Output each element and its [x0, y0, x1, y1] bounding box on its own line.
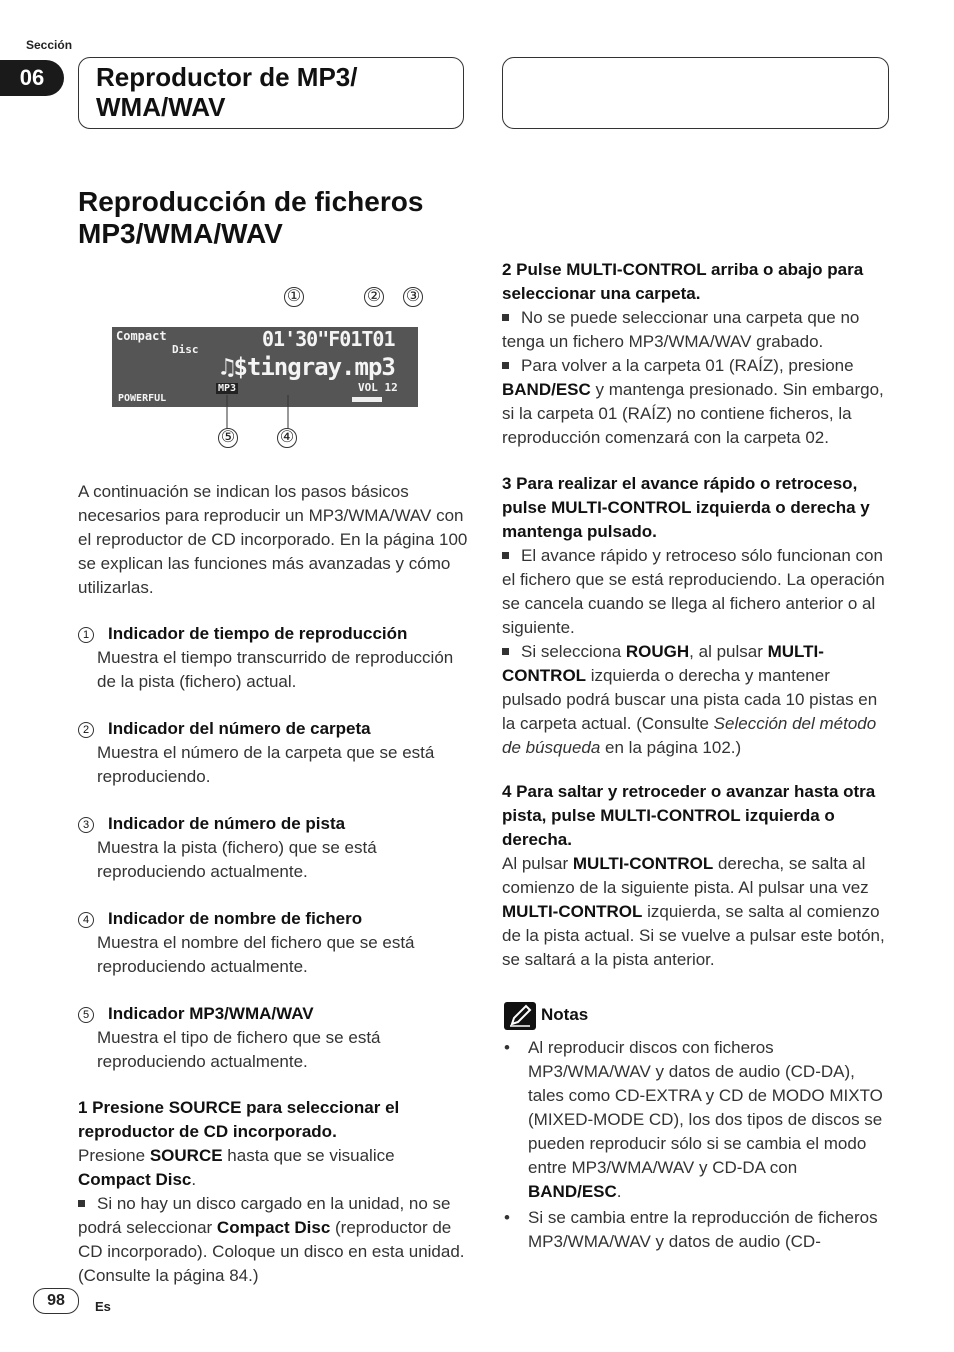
step-2-heading: 2 Pulse MULTI-CONTROL arriba o abajo para seleccionar una carpeta.	[502, 260, 864, 303]
section-heading-line2: MP3/WMA/WAV	[78, 218, 283, 249]
indicator-item	[78, 1002, 468, 1074]
bullet-icon	[502, 362, 509, 369]
note-item: • Si se cambia entre la reproducción de ficheros MP3/WMA/WAV y datos de audio (CD-	[504, 1208, 878, 1251]
indicator-item	[78, 907, 468, 979]
section-number: 06	[0, 60, 64, 96]
section-heading-line1: Reproducción de ficheros	[78, 186, 424, 217]
indicator-description: Muestra el nombre del fichero que se está reproduciendo actualmente.	[97, 933, 415, 976]
indicator-number: 5	[78, 1007, 94, 1023]
notes-label: Notas	[541, 1005, 589, 1024]
chapter-title	[96, 62, 357, 122]
indicator-title: Indicador MP3/WMA/WAV	[108, 1004, 314, 1023]
callout-1: ①	[284, 287, 304, 307]
step-2-bullet: No se puede seleccionar una carpeta que no tenga un fichero MP3/WMA/WAV grabado.	[502, 308, 860, 351]
bullet-icon	[502, 552, 509, 559]
step-2-bullet: Para volver a la carpeta 01 (RAÍZ), presione BAND/ESC y mantenga presionado. Sin embargo, si la carpeta 01 (RAÍZ) no contiene ficheros, la reproducción comenzará con la carpeta 02.	[502, 356, 884, 447]
indicator-title: Indicador de tiempo de reproducción	[108, 624, 408, 643]
chapter-title-line2: WMA/WAV	[96, 92, 226, 122]
pencil-icon	[504, 1002, 536, 1030]
step-1-heading: 1 Presione SOURCE para seleccionar el reproductor de CD incorporado.	[78, 1098, 400, 1141]
step-1-note: Si no hay un disco cargado en la unidad, no se podrá seleccionar Compact Disc (reproductor de CD incorporado). Coloque un disco en esta unidad. (Consulte la página 84.)	[78, 1194, 465, 1285]
indicator-item	[78, 622, 468, 694]
indicator-list	[78, 622, 468, 1097]
step-4-text: Al pulsar MULTI-CONTROL derecha, se salta al comienzo de la siguiente pista. Al pulsar una vez MULTI-CONTROL izquierda, se salta al comienzo de la pista actual. Si se vuelve a pulsar este botón, se saltará a la pista anterior.	[502, 854, 885, 969]
step-3-bullet: Si selecciona ROUGH, al pulsar MULTI-CONTROL izquierda o derecha y mantener pulsado podrá buscar una pista cada 10 pistas en la carpeta actual. (Consulte Selección del método de búsqueda en la página 102.)	[502, 642, 878, 757]
display-volume: VOL 12	[358, 381, 398, 394]
step-1	[78, 1096, 468, 1288]
callout-3: ③	[403, 287, 423, 307]
indicator-number: 1	[78, 627, 94, 643]
step-1-text: Presione SOURCE hasta que se visualice Compact Disc.	[78, 1146, 395, 1189]
indicator-title: Indicador del número de carpeta	[108, 719, 371, 738]
indicator-number: 3	[78, 817, 94, 833]
intro-paragraph: A continuación se indican los pasos básicos necesarios para reproducir un MP3/WMA/WAV con el reproductor de CD incorporado. En la página 100 se explican las funciones más avanzadas y cómo utilizarlas.	[78, 482, 468, 597]
callout-2: ②	[364, 287, 384, 307]
display-time: 01'30"F01T01	[262, 327, 395, 351]
header-empty-box	[502, 57, 889, 129]
volume-bar	[352, 397, 382, 402]
indicator-title: Indicador de nombre de fichero	[108, 909, 363, 928]
step-2	[502, 258, 892, 450]
display-powerful: POWERFUL	[118, 393, 167, 404]
display-filename: ♫$tingray.mp3	[220, 353, 395, 381]
display-disc: Disc	[172, 343, 199, 356]
step-3	[502, 472, 892, 760]
bullet-icon	[502, 648, 509, 655]
bullet-icon	[502, 314, 509, 321]
indicator-description: Muestra el tiempo transcurrido de reproducción de la pista (fichero) actual.	[97, 648, 454, 691]
bullet-icon	[78, 1200, 85, 1207]
step-4	[502, 780, 892, 972]
step-3-heading: 3 Para realizar el avance rápido o retroceso, pulse MULTI-CONTROL izquierda o derecha y mantenga pulsado.	[502, 474, 870, 541]
chapter-title-line1: Reproductor de MP3/	[96, 62, 358, 92]
indicator-number: 4	[78, 912, 94, 928]
note-item: • Al reproducir discos con ficheros MP3/WMA/WAV y datos de audio (CD-DA), tales como CD-EXTRA y CD de MODO MIXTO (MIXED-MODE CD), los dos tipos de discos se pueden reproducir sólo si se cambia el modo entre MP3/WMA/WAV y CD-DA con BAND/ESC.	[504, 1038, 883, 1201]
indicator-item	[78, 717, 468, 789]
notes-list	[502, 1036, 892, 1254]
section-heading	[78, 186, 423, 250]
indicator-title: Indicador de número de pista	[108, 814, 346, 833]
language-code: Es	[95, 1299, 111, 1314]
indicator-description: Muestra la pista (fichero) que se está reproduciendo actualmente.	[97, 838, 377, 881]
step-3-bullet: El avance rápido y retroceso sólo funcionan con el fichero que se está reproduciendo. La operación se cancela cuando se llega al fichero anterior o al siguiente.	[502, 546, 885, 637]
callout-5: ⑤	[218, 428, 238, 448]
step-4-heading: 4 Para saltar y retroceder o avanzar hasta otra pista, pulse MULTI-CONTROL izquierda o derecha.	[502, 782, 876, 849]
indicator-item	[78, 812, 468, 884]
display-mp3-indicator: MP3	[218, 383, 237, 394]
indicator-description: Muestra el tipo de fichero que se está reproduciendo actualmente.	[97, 1028, 381, 1071]
display-compact: Compact	[116, 329, 167, 343]
section-label: Sección	[26, 38, 73, 52]
indicator-number: 2	[78, 722, 94, 738]
callout-4: ④	[277, 428, 297, 448]
page-number: 98	[33, 1288, 79, 1314]
indicator-description: Muestra el número de la carpeta que se está reproduciendo.	[97, 743, 435, 786]
